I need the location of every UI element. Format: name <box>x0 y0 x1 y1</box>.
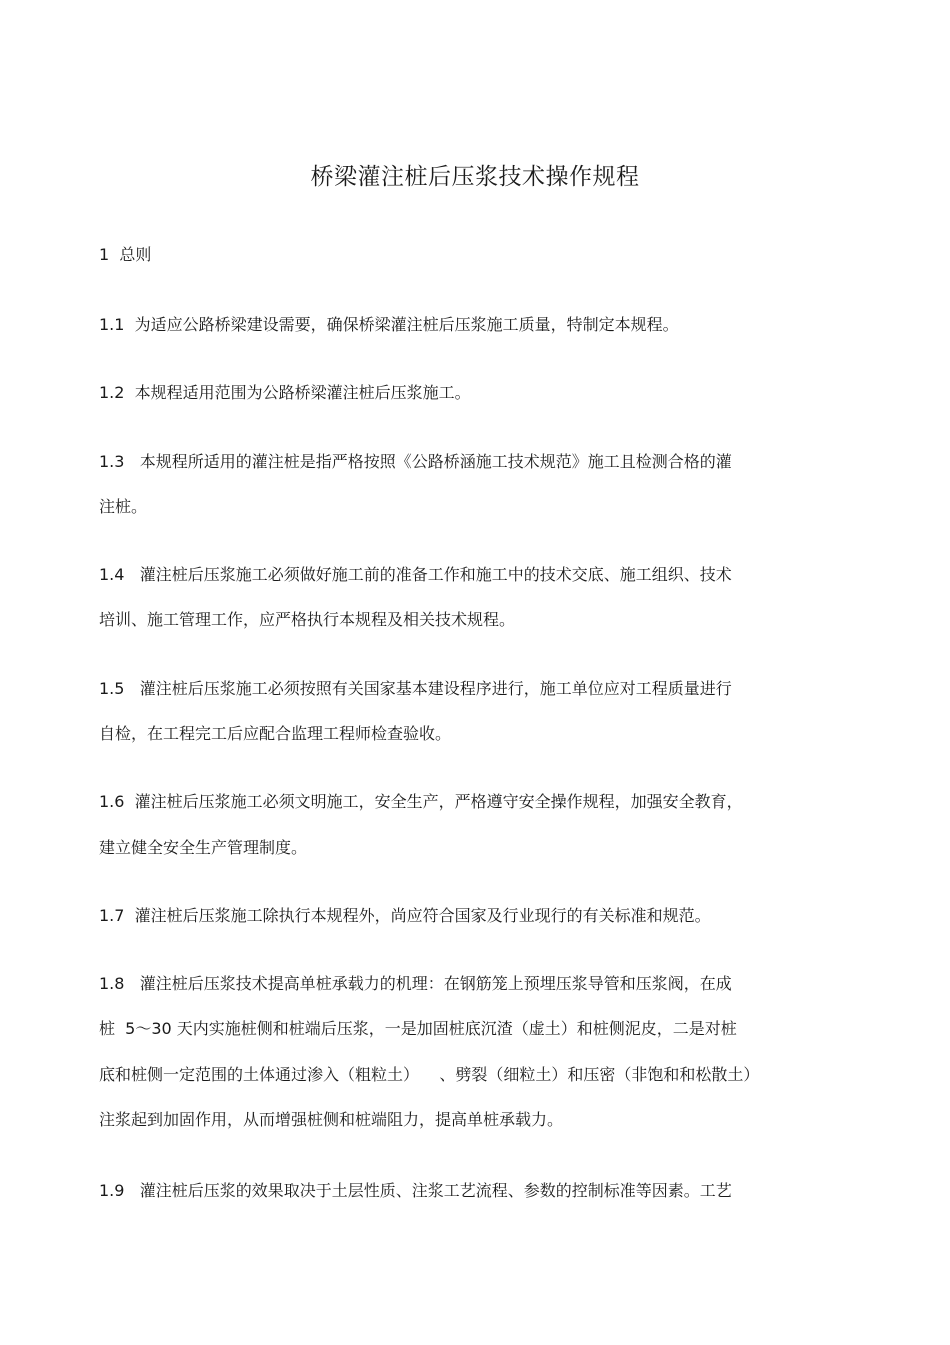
paragraph-line: 1.6 灌注桩后压浆施工必须文明施工，安全生产，严格遵守安全操作规程，加强安全教育， <box>99 792 743 811</box>
paragraph-line: 1.2 本规程适用范围为公路桥梁灌注桩后压浆施工。 <box>99 383 471 402</box>
paragraph-line: 1.1 为适应公路桥梁建设需要，确保桥梁灌注桩后压浆施工质量，特制定本规程。 <box>99 315 679 334</box>
paragraph-line: 底和桩侧一定范围的土体通过渗入（粗粒土） 、劈裂（细粒土）和压密（非饱和和松散土） <box>99 1065 760 1084</box>
paragraph-line: 1.8 灌注桩后压浆技术提高单桩承载力的机理：在钢筋笼上预埋压浆导管和压浆阀，在成 <box>99 974 732 993</box>
paragraph-line: 注桩。 <box>99 497 148 516</box>
paragraph-line: 自检，在工程完工后应配合监理工程师检查验收。 <box>99 724 452 743</box>
paragraph-line: 1.9 灌注桩后压浆的效果取决于土层性质、注浆工艺流程、参数的控制标准等因素。工艺 <box>99 1181 732 1200</box>
paragraph-line: 1.4 灌注桩后压浆施工必须做好施工前的准备工作和施工中的技术交底、施工组织、技术 <box>99 565 732 584</box>
paragraph-line: 1.5 灌注桩后压浆施工必须按照有关国家基本建设程序进行，施工单位应对工程质量进行 <box>99 679 732 698</box>
paragraph-line: 1.7 灌注桩后压浆施工除执行本规程外，尚应符合国家及行业现行的有关标准和规范。 <box>99 906 711 925</box>
paragraph-line: 桩 5～30 天内实施桩侧和桩端后压浆，一是加固桩底沉渣（虚土）和桩侧泥皮，二是对桩 <box>99 1019 737 1038</box>
section-heading: 1 总则 <box>99 245 152 264</box>
paragraph-line: 培训、施工管理工作，应严格执行本规程及相关技术规程。 <box>99 610 516 629</box>
document-title: 桥梁灌注桩后压浆技术操作规程 <box>310 164 640 190</box>
paragraph-line: 1.3 本规程所适用的灌注桩是指严格按照《公路桥涵施工技术规范》施工且检测合格的灌 <box>99 452 732 471</box>
paragraph-line: 建立健全安全生产管理制度。 <box>99 838 308 857</box>
paragraph-line: 注浆起到加固作用，从而增强桩侧和桩端阻力，提高单桩承载力。 <box>99 1110 564 1129</box>
